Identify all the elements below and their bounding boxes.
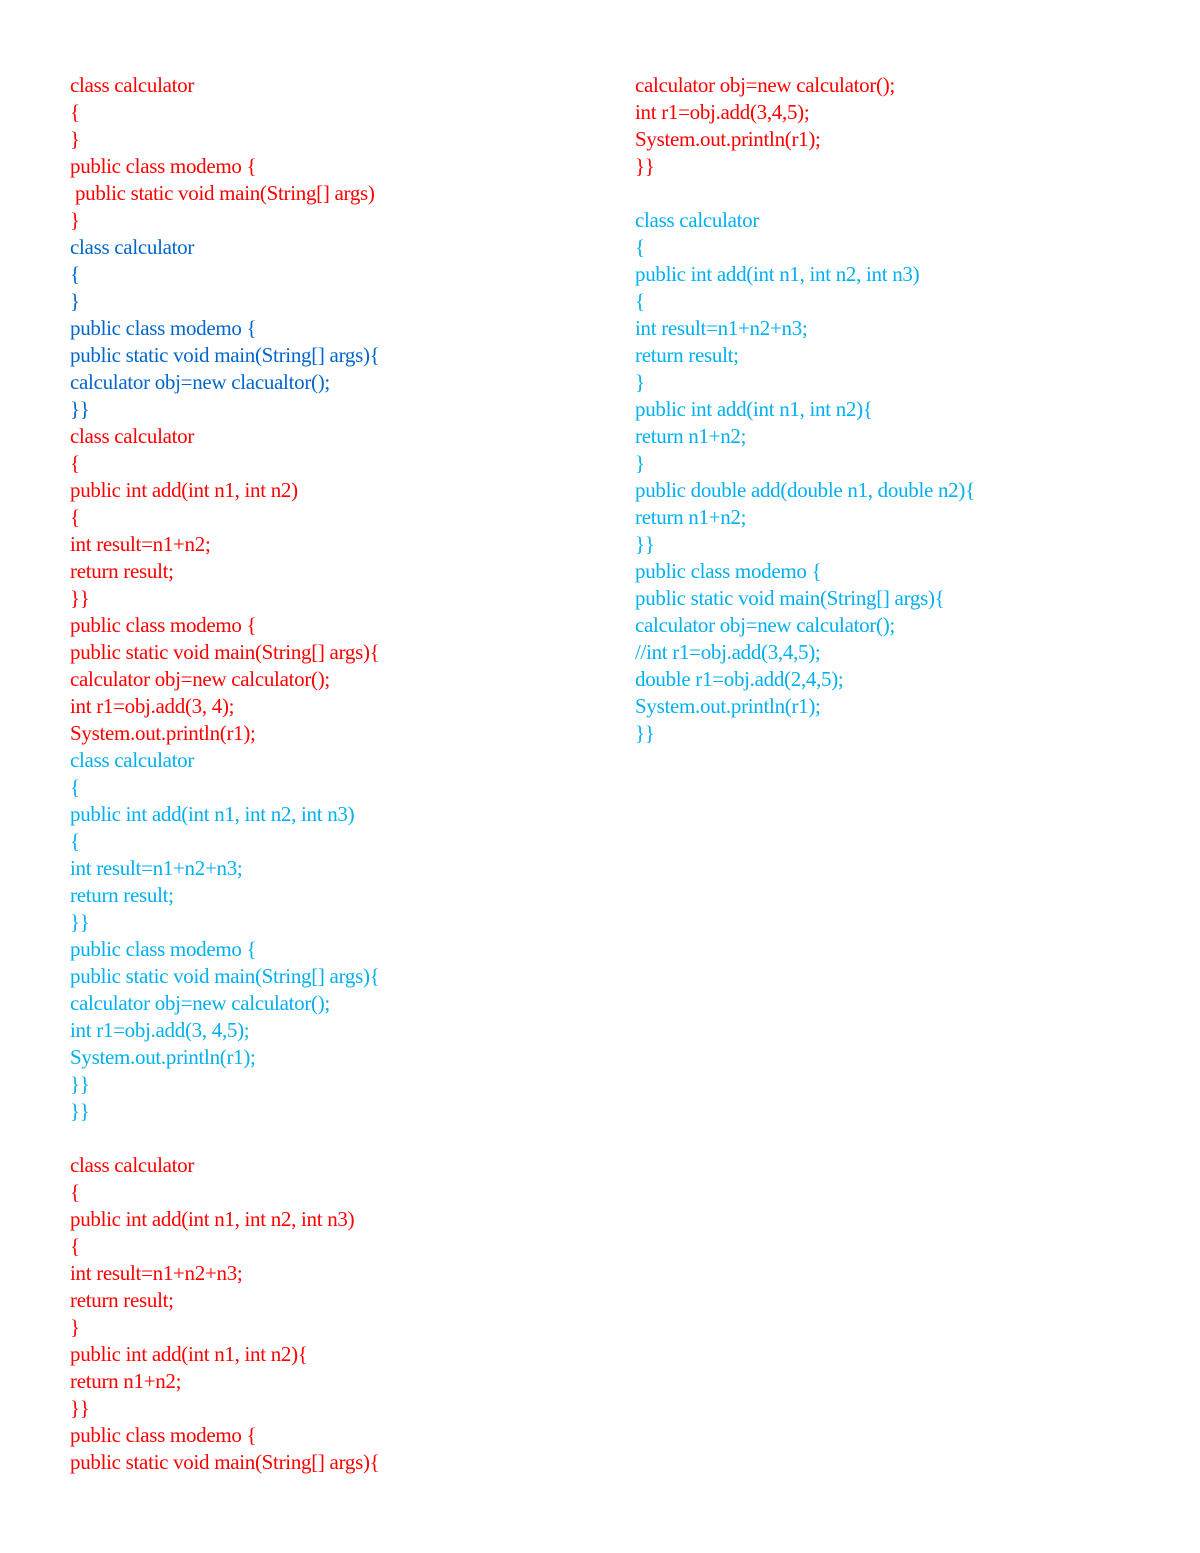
code-line: int result=n1+n2+n3; <box>635 316 808 340</box>
code-line: public int add(int n1, int n2) <box>70 478 298 502</box>
blank-line <box>635 180 1155 207</box>
code-line: System.out.println(r1); <box>635 127 821 151</box>
code-line: calculator obj=new calculator(); <box>635 73 895 97</box>
left-code-column <box>70 72 590 1476</box>
code-line: return result; <box>70 1288 174 1312</box>
code-line: { <box>70 1234 80 1258</box>
code-line: { <box>70 100 80 124</box>
code-line: public class modemo { <box>70 613 257 637</box>
code-line: public static void main(String[] args){ <box>70 640 380 664</box>
code-line: public static void main(String[] args) <box>70 181 375 205</box>
code-line: public double add(double n1, double n2){ <box>635 478 975 502</box>
code-line: class calculator <box>70 235 195 259</box>
code-line: System.out.println(r1); <box>70 721 256 745</box>
blank-line <box>70 1125 590 1152</box>
code-line: class calculator <box>70 748 195 772</box>
code-line: }} <box>635 154 655 178</box>
code-line: int r1=obj.add(3,4,5); <box>635 100 810 124</box>
code-line: } <box>70 208 80 232</box>
code-line: int result=n1+n2; <box>70 532 211 556</box>
code-line: { <box>70 775 80 799</box>
code-line: class calculator <box>635 208 760 232</box>
code-line: { <box>70 505 80 529</box>
code-line: { <box>635 235 645 259</box>
code-line: public static void main(String[] args){ <box>635 586 945 610</box>
code-line: public int add(int n1, int n2, int n3) <box>635 262 920 286</box>
code-line: System.out.println(r1); <box>635 694 821 718</box>
code-line: public int add(int n1, int n2, int n3) <box>70 1207 355 1231</box>
code-line: }} <box>70 586 90 610</box>
code-line: calculator obj=new calculator(); <box>635 613 895 637</box>
code-line: int result=n1+n2+n3; <box>70 1261 243 1285</box>
code-line: } <box>635 370 645 394</box>
code-line: public static void main(String[] args){ <box>70 964 380 988</box>
code-line: return n1+n2; <box>635 505 747 529</box>
code-line: public static void main(String[] args){ <box>70 1450 380 1474</box>
code-line: return n1+n2; <box>70 1369 182 1393</box>
code-line: double r1=obj.add(2,4,5); <box>635 667 844 691</box>
code-line: { <box>70 262 80 286</box>
code-line: return result; <box>635 343 739 367</box>
code-line: return n1+n2; <box>635 424 747 448</box>
code-line: int result=n1+n2+n3; <box>70 856 243 880</box>
code-line: public class modemo { <box>635 559 822 583</box>
code-line: { <box>70 1180 80 1204</box>
code-line: System.out.println(r1); <box>70 1045 256 1069</box>
code-line: }} <box>70 910 90 934</box>
code-line: public class modemo { <box>70 316 257 340</box>
code-line: public static void main(String[] args){ <box>70 343 380 367</box>
code-line: }} <box>70 1099 90 1123</box>
code-line: //int r1=obj.add(3,4,5); <box>635 640 821 664</box>
code-line: class calculator <box>70 424 195 448</box>
code-line: return result; <box>70 883 174 907</box>
code-line: calculator obj=new clacualtor(); <box>70 370 330 394</box>
code-line: class calculator <box>70 73 195 97</box>
code-line: calculator obj=new calculator(); <box>70 667 330 691</box>
code-line: calculator obj=new calculator(); <box>70 991 330 1015</box>
code-line: }} <box>70 1072 90 1096</box>
code-line: } <box>70 127 80 151</box>
right-code-column <box>635 72 1155 747</box>
code-line: } <box>70 289 80 313</box>
code-line: public int add(int n1, int n2){ <box>70 1342 308 1366</box>
code-line: int r1=obj.add(3, 4,5); <box>70 1018 250 1042</box>
code-line: public int add(int n1, int n2, int n3) <box>70 802 355 826</box>
code-line: }} <box>635 721 655 745</box>
code-line: }} <box>635 532 655 556</box>
code-line: public int add(int n1, int n2){ <box>635 397 873 421</box>
code-line: { <box>70 829 80 853</box>
code-line: }} <box>70 1396 90 1420</box>
code-line: }} <box>70 397 90 421</box>
code-line: class calculator <box>70 1153 195 1177</box>
code-line: { <box>70 451 80 475</box>
code-line: { <box>635 289 645 313</box>
code-line: public class modemo { <box>70 154 257 178</box>
code-line: } <box>70 1315 80 1339</box>
code-line: } <box>635 451 645 475</box>
code-line: return result; <box>70 559 174 583</box>
code-line: public class modemo { <box>70 1423 257 1447</box>
code-line: int r1=obj.add(3, 4); <box>70 694 235 718</box>
code-line: public class modemo { <box>70 937 257 961</box>
